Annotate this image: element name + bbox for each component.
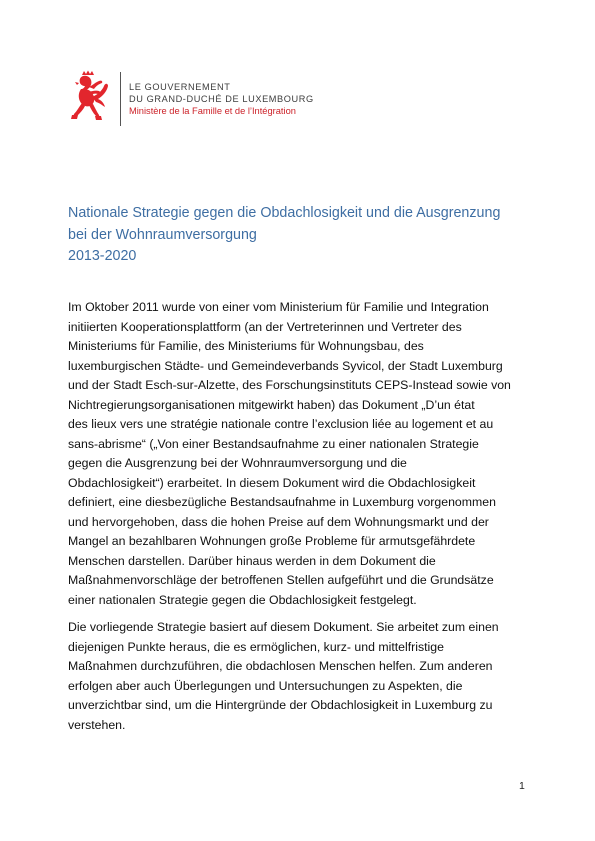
government-name-line-2: DU GRAND-DUCHÉ DE LUXEMBOURG xyxy=(129,94,314,104)
text-line: Im Oktober 2011 wurde von einer vom Ministerium für Familie und Integration xyxy=(68,300,489,314)
ministry-name: Ministère de la Famille et de l’Intégration xyxy=(129,106,296,116)
text-line: verstehen. xyxy=(68,717,126,732)
text-line: unverzichtbar sind, um die Hintergründe der Obdachlosigkeit in Luxemburg zu xyxy=(68,698,493,712)
text-line: initiierten Kooperationsplattform (an der Vertreterinnen und Vertreter des xyxy=(68,319,462,334)
letterhead xyxy=(68,70,328,126)
text-line: Mangel an bezahlbaren Wohnungen große Probleme für armutsgefährdete xyxy=(68,534,476,548)
text-line: Maßnahmen durchzuführen, die obdachlosen Menschen helfen. Zum anderen xyxy=(68,659,493,673)
government-name-line-1: LE GOUVERNEMENT xyxy=(129,82,231,92)
title-line: 2013-2020 xyxy=(68,248,137,264)
text-line: und hervorgehoben, dass die hohen Preise auf dem Wohnungsmarkt und der xyxy=(68,514,489,529)
text-line: und der Stadt Esch-sur-Alzette, des Forschungsinstituts CEPS-Instead sowie von xyxy=(68,378,511,392)
text-line: definiert, eine diesbezügliche Bestandsaufnahme in Luxemburg vorgenommen xyxy=(68,495,496,509)
page-number: 1 xyxy=(519,780,525,792)
paragraph-1 xyxy=(68,298,530,610)
text-line: Maßnahmenvorschläge der betroffenen Stellen aufgeführt und die Grundsätze xyxy=(68,573,494,587)
document-body xyxy=(68,298,530,743)
text-line: einer nationalen Strategie gegen die Obdachlosigkeit festgelegt. xyxy=(68,592,417,607)
letterhead-divider xyxy=(120,72,121,126)
text-line: Menschen darstellen. Darüber hinaus werden in dem Dokument die xyxy=(68,553,436,568)
text-line: Ministeriums für Familie, des Ministeriums für Wohnungsbau, des xyxy=(68,339,424,353)
title-line: Nationale Strategie gegen die Obdachlosigkeit und die Ausgrenzung xyxy=(68,205,501,221)
title-line: bei der Wohnraumversorgung xyxy=(68,226,257,243)
red-lion-emblem-icon xyxy=(68,70,112,126)
text-line: erfolgen aber auch Überlegungen und Untersuchungen zu Aspekten, die xyxy=(68,678,463,693)
text-line: Nichtregierungsorganisationen mitgewirkt haben) das Dokument „D’un état xyxy=(68,397,475,412)
text-line: luxemburgischen Städte- und Gemeindeverbands Syvicol, der Stadt Luxemburg xyxy=(68,358,503,373)
paragraph-2 xyxy=(68,618,530,735)
text-line: des lieux vers une stratégie nationale contre l’exclusion liée au logement et au xyxy=(68,417,494,431)
text-line: Obdachlosigkeit“) erarbeitet. In diesem Dokument wird die Obdachlosigkeit xyxy=(68,475,476,490)
document-title xyxy=(68,203,538,268)
text-line: gegen die Ausgrenzung bei der Wohnraumversorgung und die xyxy=(68,456,407,470)
text-line: diejenigen Punkte heraus, die es ermöglichen, kurz- und mittelfristige xyxy=(68,639,444,654)
text-line: sans-abrisme“ („Von einer Bestandsaufnahme zu einer nationalen Strategie xyxy=(68,436,479,451)
text-line: Die vorliegende Strategie basiert auf diesem Dokument. Sie arbeitet zum einen xyxy=(68,620,499,634)
